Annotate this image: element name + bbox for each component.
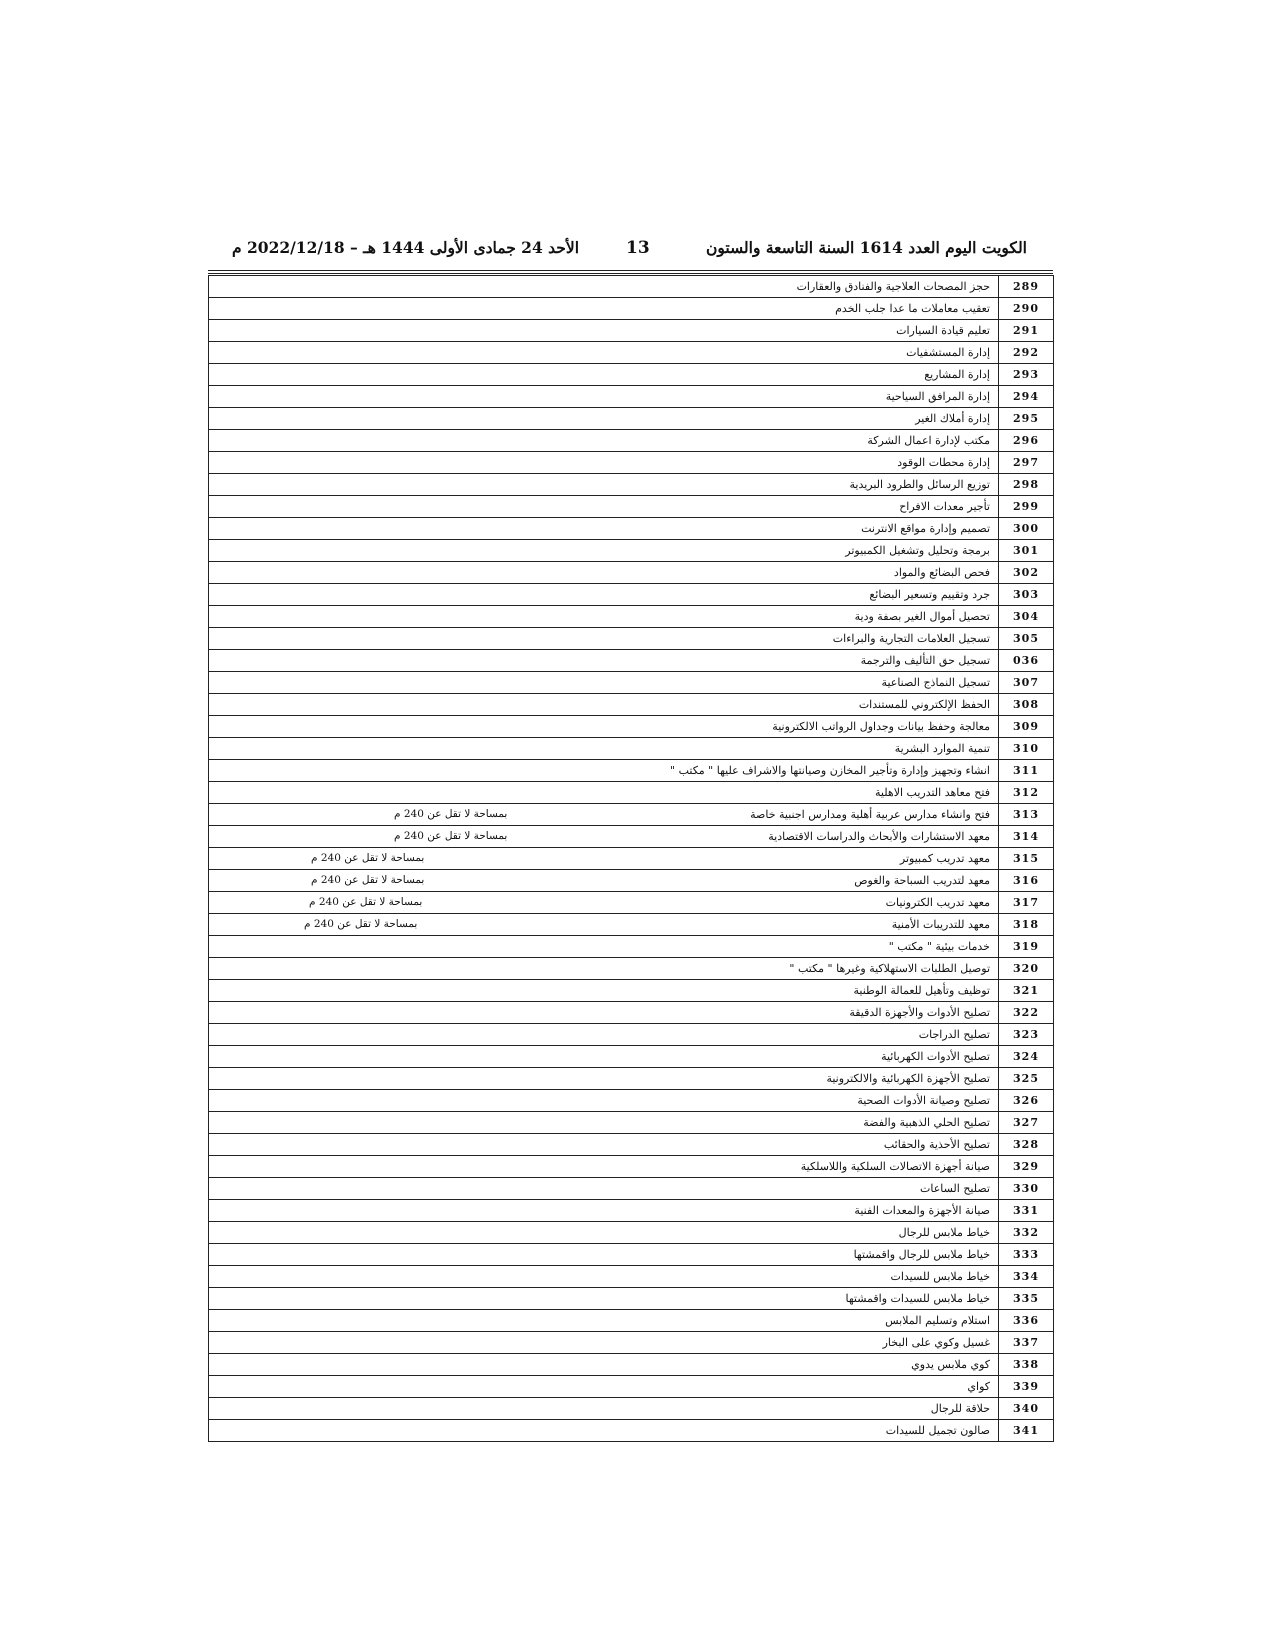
row-number: 326 xyxy=(999,1090,1054,1112)
activity-cell xyxy=(209,540,999,562)
table-row xyxy=(209,804,1054,826)
activity-text: إدارة أملاك الغير xyxy=(915,412,990,425)
page-header xyxy=(232,238,1027,268)
table-row xyxy=(209,1178,1054,1200)
row-number: 311 xyxy=(999,760,1054,782)
row-number: 335 xyxy=(999,1288,1054,1310)
activity-text: فتح وانشاء مدارس عربية أهلية ومدارس اجنبية خاصة xyxy=(750,808,990,821)
activity-text: إدارة المشاريع xyxy=(924,368,990,381)
activity-cell xyxy=(209,386,999,408)
activities-table-body xyxy=(209,276,1054,1442)
activity-cell xyxy=(209,518,999,540)
area-note: بمساحة لا تقل عن 240 م xyxy=(311,874,425,886)
table-row xyxy=(209,1068,1054,1090)
table-row xyxy=(209,1354,1054,1376)
row-number: 332 xyxy=(999,1222,1054,1244)
activity-text: فحص البضائع والمواد xyxy=(893,566,990,579)
row-number: 331 xyxy=(999,1200,1054,1222)
table-row xyxy=(209,496,1054,518)
table-row xyxy=(209,936,1054,958)
activity-cell xyxy=(209,1068,999,1090)
activity-text: كوي ملابس يدوي xyxy=(911,1358,990,1371)
activity-cell xyxy=(209,716,999,738)
activity-cell xyxy=(209,562,999,584)
gazette-title: الكويت اليوم العدد 1614 السنة التاسعة والستون xyxy=(706,238,1027,257)
table-row xyxy=(209,1244,1054,1266)
activity-cell xyxy=(209,1112,999,1134)
activity-text: تحصيل أموال الغير بصفة ودية xyxy=(854,610,990,623)
activity-cell xyxy=(209,1244,999,1266)
activity-text: فتح معاهد التدريب الاهلية xyxy=(875,786,990,799)
table-row xyxy=(209,738,1054,760)
activity-cell xyxy=(209,452,999,474)
activity-cell xyxy=(209,738,999,760)
activity-text: غسيل وكوي على البخار xyxy=(882,1336,990,1349)
activity-cell xyxy=(209,804,999,826)
table-row xyxy=(209,1046,1054,1068)
row-number: 310 xyxy=(999,738,1054,760)
table-row xyxy=(209,694,1054,716)
table-row xyxy=(209,298,1054,320)
activity-cell xyxy=(209,826,999,848)
activity-text: تصليح الأدوات والأجهزة الدقيقة xyxy=(849,1006,990,1019)
table-row xyxy=(209,562,1054,584)
table-row xyxy=(209,276,1054,298)
table-row xyxy=(209,782,1054,804)
table-row xyxy=(209,826,1054,848)
table-row xyxy=(209,1310,1054,1332)
table-row xyxy=(209,1090,1054,1112)
activity-cell xyxy=(209,1222,999,1244)
activity-text: معهد للتدريبات الأمنية xyxy=(891,918,990,931)
row-number: 308 xyxy=(999,694,1054,716)
table-row xyxy=(209,342,1054,364)
activity-text: تسجيل النماذج الصناعية xyxy=(881,676,990,689)
row-number: 290 xyxy=(999,298,1054,320)
row-number: 338 xyxy=(999,1354,1054,1376)
header-rule xyxy=(208,273,1053,274)
activity-cell xyxy=(209,1090,999,1112)
activity-text: جرد وتقييم وتسعير البضائع xyxy=(869,588,990,601)
activity-cell xyxy=(209,694,999,716)
row-number: 295 xyxy=(999,408,1054,430)
row-number: 298 xyxy=(999,474,1054,496)
activity-text: صيانة أجهزة الاتصالات السلكية واللاسلكية xyxy=(800,1160,990,1173)
table-row xyxy=(209,1420,1054,1442)
row-number: 312 xyxy=(999,782,1054,804)
row-number: 328 xyxy=(999,1134,1054,1156)
row-number: 334 xyxy=(999,1266,1054,1288)
table-row xyxy=(209,650,1054,672)
activity-text: تصليح الأجهزة الكهربائية والالكترونية xyxy=(826,1072,990,1085)
activities-table xyxy=(208,275,1054,1442)
row-number: 321 xyxy=(999,980,1054,1002)
table-row xyxy=(209,1024,1054,1046)
activity-cell xyxy=(209,1200,999,1222)
table-row xyxy=(209,672,1054,694)
row-number: 329 xyxy=(999,1156,1054,1178)
activity-cell xyxy=(209,782,999,804)
activity-text: حلاقة للرجال xyxy=(930,1402,990,1415)
row-number: 296 xyxy=(999,430,1054,452)
activity-text: تعليم قيادة السيارات xyxy=(896,324,990,337)
table-row xyxy=(209,760,1054,782)
activity-text: خياط ملابس للرجال واقمشتها xyxy=(853,1248,990,1261)
row-number: 309 xyxy=(999,716,1054,738)
activity-text: معهد الاستشارات والأبحاث والدراسات الاقتصادية xyxy=(768,830,990,843)
activity-cell xyxy=(209,298,999,320)
row-number: 319 xyxy=(999,936,1054,958)
row-number: 036 xyxy=(999,650,1054,672)
activity-cell xyxy=(209,870,999,892)
row-number: 291 xyxy=(999,320,1054,342)
activity-text: مكتب لإدارة اعمال الشركة xyxy=(867,434,990,447)
table-row xyxy=(209,320,1054,342)
table-row xyxy=(209,430,1054,452)
table-row xyxy=(209,1376,1054,1398)
area-note: بمساحة لا تقل عن 240 م xyxy=(394,808,508,820)
activity-cell xyxy=(209,342,999,364)
activity-cell xyxy=(209,650,999,672)
row-number: 300 xyxy=(999,518,1054,540)
activity-cell xyxy=(209,980,999,1002)
activity-cell xyxy=(209,936,999,958)
row-number: 315 xyxy=(999,848,1054,870)
row-number: 323 xyxy=(999,1024,1054,1046)
row-number: 320 xyxy=(999,958,1054,980)
activity-cell xyxy=(209,672,999,694)
header-rule xyxy=(208,270,1053,271)
table-row xyxy=(209,584,1054,606)
activity-cell xyxy=(209,1002,999,1024)
activity-cell xyxy=(209,760,999,782)
table-row xyxy=(209,1222,1054,1244)
table-row xyxy=(209,1134,1054,1156)
table-row xyxy=(209,1332,1054,1354)
activity-cell xyxy=(209,1156,999,1178)
activity-cell xyxy=(209,1420,999,1442)
activity-text: صالون تجميل للسيدات xyxy=(885,1424,990,1437)
activity-text: تصليح الحلي الذهبية والفضة xyxy=(863,1116,990,1129)
table-row xyxy=(209,1288,1054,1310)
table-row xyxy=(209,518,1054,540)
activity-cell xyxy=(209,474,999,496)
activity-text: صيانة الأجهزة والمعدات الفنية xyxy=(854,1204,990,1217)
activity-cell xyxy=(209,1310,999,1332)
row-number: 292 xyxy=(999,342,1054,364)
table-row xyxy=(209,980,1054,1002)
table-row xyxy=(209,1200,1054,1222)
row-number: 293 xyxy=(999,364,1054,386)
row-number: 341 xyxy=(999,1420,1054,1442)
row-number: 318 xyxy=(999,914,1054,936)
table-row xyxy=(209,408,1054,430)
table-row xyxy=(209,1156,1054,1178)
activity-cell xyxy=(209,848,999,870)
activity-text: تصليح الدراجات xyxy=(918,1028,990,1041)
table-row xyxy=(209,892,1054,914)
activity-cell xyxy=(209,496,999,518)
activity-cell xyxy=(209,408,999,430)
activity-cell xyxy=(209,1398,999,1420)
activity-text: تصليح الساعات xyxy=(919,1182,990,1195)
row-number: 302 xyxy=(999,562,1054,584)
activity-text: تصليح الأدوات الكهربائية xyxy=(881,1050,990,1063)
row-number: 299 xyxy=(999,496,1054,518)
activity-text: تأجير معدات الافراح xyxy=(899,500,990,513)
row-number: 340 xyxy=(999,1398,1054,1420)
row-number: 322 xyxy=(999,1002,1054,1024)
table-row xyxy=(209,1002,1054,1024)
activity-text: تصليح وصيانة الأدوات الصحية xyxy=(857,1094,990,1107)
table-row xyxy=(209,848,1054,870)
activity-text: استلام وتسليم الملابس xyxy=(885,1314,990,1327)
activity-text: تنمية الموارد البشرية xyxy=(894,742,990,755)
table-row xyxy=(209,1266,1054,1288)
activity-cell xyxy=(209,1024,999,1046)
table-row xyxy=(209,474,1054,496)
activity-text: توظيف وتأهيل للعمالة الوطنية xyxy=(853,984,990,997)
issue-date: الأحد 24 جمادى الأولى 1444 هـ – 2022/12/18 م xyxy=(232,238,580,257)
activity-cell xyxy=(209,1354,999,1376)
activity-cell xyxy=(209,606,999,628)
activity-text: معهد تدريب الكترونيات xyxy=(885,896,990,909)
activity-text: إدارة المرافق السياحية xyxy=(885,390,990,403)
table-row xyxy=(209,1112,1054,1134)
activity-text: إدارة المستشفيات xyxy=(906,346,990,359)
table-row xyxy=(209,1398,1054,1420)
row-number: 304 xyxy=(999,606,1054,628)
activity-cell xyxy=(209,584,999,606)
activity-text: خدمات بيئية " مكتب " xyxy=(888,940,990,953)
activity-text: معالجة وحفظ بيانات وجداول الرواتب الالكترونية xyxy=(772,720,990,733)
activity-text: الحفظ الإلكتروني للمستندات xyxy=(858,698,990,711)
activity-cell xyxy=(209,892,999,914)
table-row xyxy=(209,716,1054,738)
row-number: 330 xyxy=(999,1178,1054,1200)
activity-cell xyxy=(209,1266,999,1288)
activity-cell xyxy=(209,320,999,342)
activity-text: تسجيل العلامات التجارية والبراءات xyxy=(832,632,990,645)
activity-text: حجز المصحات العلاجية والفنادق والعقارات xyxy=(796,280,990,293)
row-number: 305 xyxy=(999,628,1054,650)
row-number: 289 xyxy=(999,276,1054,298)
table-row xyxy=(209,540,1054,562)
activity-text: خياط ملابس للسيدات xyxy=(890,1270,990,1283)
row-number: 339 xyxy=(999,1376,1054,1398)
table-row xyxy=(209,870,1054,892)
row-number: 317 xyxy=(999,892,1054,914)
activity-text: توصيل الطلبات الاستهلاكية وغيرها " مكتب " xyxy=(789,962,990,975)
table-row xyxy=(209,914,1054,936)
activity-cell xyxy=(209,1288,999,1310)
row-number: 325 xyxy=(999,1068,1054,1090)
activity-text: معهد لتدريب السباحة والغوص xyxy=(854,874,990,887)
row-number: 297 xyxy=(999,452,1054,474)
row-number: 333 xyxy=(999,1244,1054,1266)
row-number: 324 xyxy=(999,1046,1054,1068)
activity-cell xyxy=(209,1134,999,1156)
activity-text: تصميم وإدارة مواقع الانترنت xyxy=(861,522,990,535)
area-note: بمساحة لا تقل عن 240 م xyxy=(304,918,418,930)
area-note: بمساحة لا تقل عن 240 م xyxy=(311,852,425,864)
row-number: 307 xyxy=(999,672,1054,694)
table-row xyxy=(209,386,1054,408)
activity-cell xyxy=(209,628,999,650)
activity-cell xyxy=(209,1332,999,1354)
activity-text: برمجة وتحليل وتشغيل الكمبيوتر xyxy=(845,544,990,557)
table-row xyxy=(209,364,1054,386)
row-number: 336 xyxy=(999,1310,1054,1332)
table-row xyxy=(209,606,1054,628)
area-note: بمساحة لا تقل عن 240 م xyxy=(309,896,423,908)
row-number: 314 xyxy=(999,826,1054,848)
row-number: 313 xyxy=(999,804,1054,826)
row-number: 294 xyxy=(999,386,1054,408)
activity-text: معهد تدريب كمبيوتر xyxy=(899,852,990,865)
activity-cell xyxy=(209,430,999,452)
activity-cell xyxy=(209,958,999,980)
activity-cell xyxy=(209,1046,999,1068)
activity-cell xyxy=(209,276,999,298)
row-number: 337 xyxy=(999,1332,1054,1354)
activity-text: تسجيل حق التأليف والترجمة xyxy=(860,654,990,667)
activity-text: كواي xyxy=(967,1380,990,1393)
activity-cell xyxy=(209,364,999,386)
activity-text: انشاء وتجهيز وإدارة وتأجير المخازن وصيانتها والاشراف عليها " مكتب " xyxy=(670,764,990,777)
table-row xyxy=(209,628,1054,650)
activity-text: خياط ملابس للسيدات واقمشتها xyxy=(845,1292,990,1305)
activity-text: توزيع الرسائل والطرود البريدية xyxy=(849,478,990,491)
area-note: بمساحة لا تقل عن 240 م xyxy=(394,830,508,842)
row-number: 316 xyxy=(999,870,1054,892)
activity-text: خياط ملابس للرجال xyxy=(898,1226,990,1239)
activity-cell xyxy=(209,1178,999,1200)
table-row xyxy=(209,958,1054,980)
row-number: 327 xyxy=(999,1112,1054,1134)
row-number: 303 xyxy=(999,584,1054,606)
page-number: 13 xyxy=(626,238,650,258)
activity-cell xyxy=(209,914,999,936)
activity-text: تصليح الأحذية والحقائب xyxy=(883,1138,990,1151)
activity-cell xyxy=(209,1376,999,1398)
row-number: 301 xyxy=(999,540,1054,562)
table-row xyxy=(209,452,1054,474)
activity-text: إدارة محطات الوقود xyxy=(897,456,990,469)
activity-text: تعقيب معاملات ما عدا جلب الخدم xyxy=(835,302,990,315)
